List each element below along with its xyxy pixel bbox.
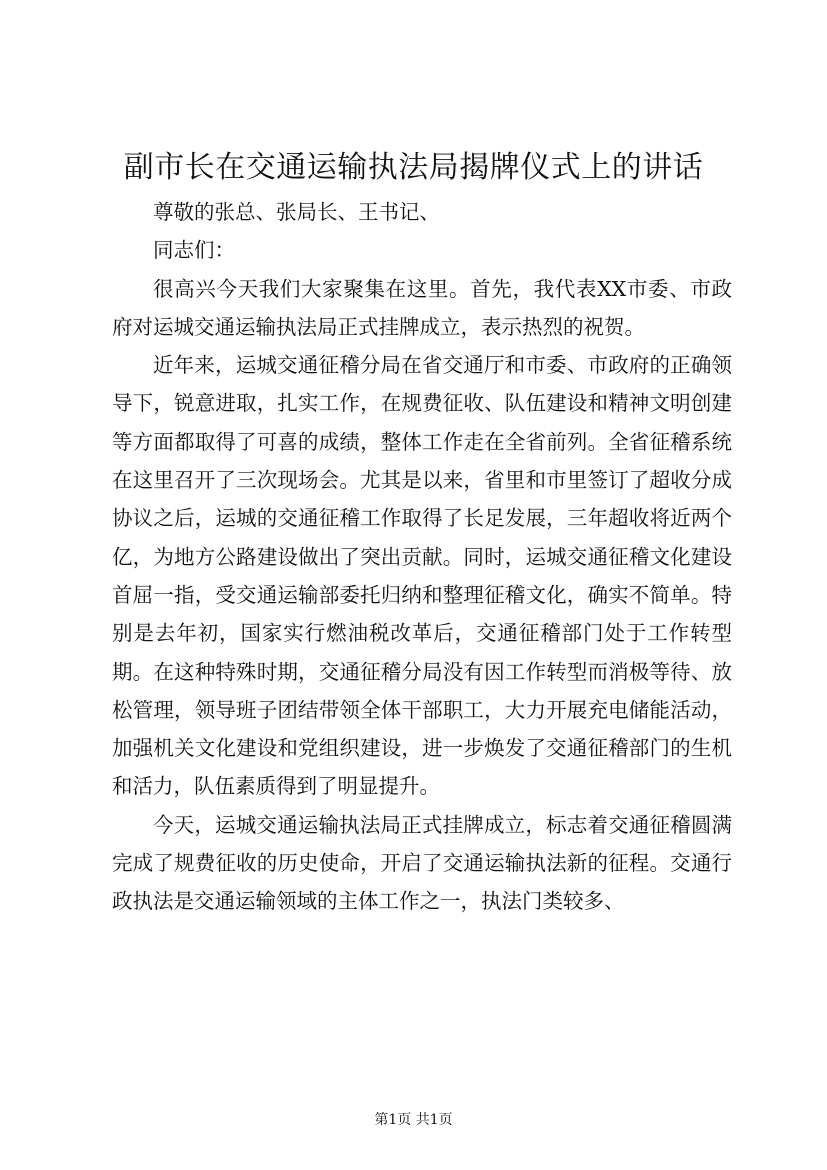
paragraph-today: 今天，运城交通运输执法局正式挂牌成立，标志着交通征稽圆满完成了规费征收的历史使命，开启了交通运输执法新的征程。交通行政执法是交通运输领域的主体工作之一，执法门类较多、 bbox=[112, 812, 732, 914]
document-body bbox=[112, 193, 732, 921]
paragraph-achievements: 近年来，运城交通征稽分局在省交通厅和市委、市政府的正确领导下，锐意进取，扎实工作，在规费征收、队伍建设和精神文明创建等方面都取得了可喜的成绩，整体工作走在全省前列。全省征稽系统在这里召开了三次现场会。尤其是以来，省里和市里签订了超收分成协议之后，运城的交通征稽工作取得了长足发展，三年超收将近两个亿，为地方公路建设做出了突出贡献。同时，运城交通征稽文化建设首屈一指，受交通运输部委托归纳和整理征稽文化，确实不简单。特别是去年初，国家实行燃油税改革后，交通征稽部门处于工作转型期。在这种特殊时期，交通征稽分局没有因工作转型而消极等待、放松管理，领导班子团结带领全体干部职工，大力开展充电储能活动，加强机关文化建设和党组织建设，进一步焕发了交通征稽部门的生机和活力，队伍素质得到了明显提升。 bbox=[112, 353, 732, 799]
salutation-line: 尊敬的张总、张局长、王书记、 bbox=[153, 200, 440, 224]
paragraph-opening: 很高兴今天我们大家聚集在这里。首先，我代表XX市委、市政府对运城交通运输执法局正式挂牌成立，表示热烈的祝贺。 bbox=[112, 276, 732, 339]
salutation-comrades: 同志们： bbox=[153, 238, 235, 263]
page-footer: 第1页 共1页 bbox=[374, 1112, 453, 1128]
document-title: 副市长在交通运输执法局揭牌仪式上的讲话 bbox=[123, 150, 704, 185]
